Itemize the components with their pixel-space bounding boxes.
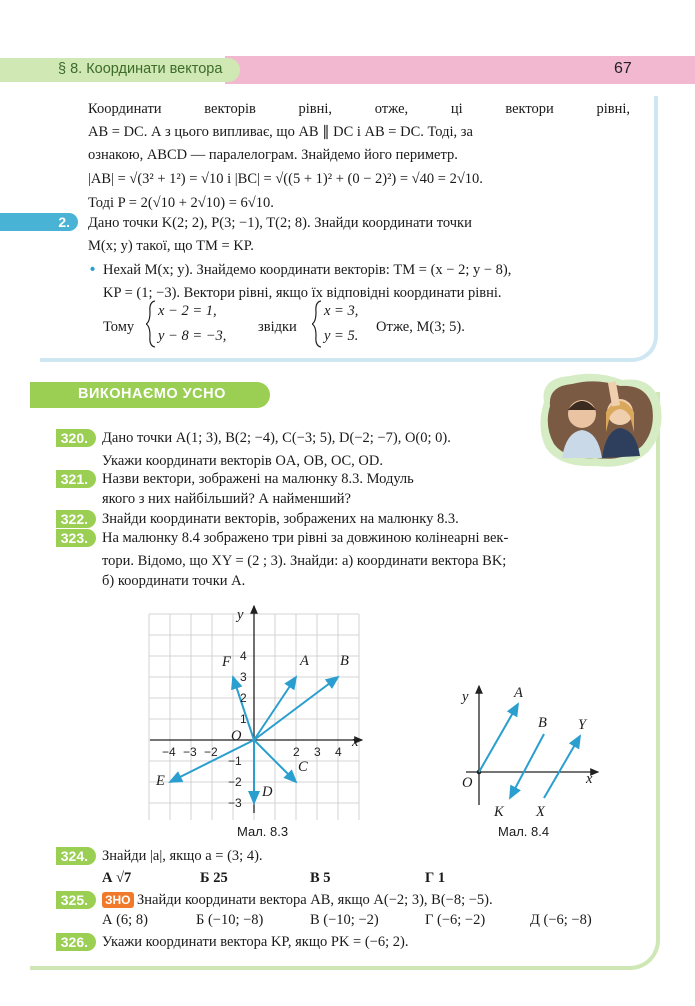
answer-option[interactable]: А √7 xyxy=(102,870,132,886)
answer-option[interactable]: Б (−10; −8) xyxy=(196,912,264,928)
task-number-badge: 325. xyxy=(56,891,96,909)
y-tick-label: 3 xyxy=(240,670,247,684)
fig83-label-D: D xyxy=(262,784,273,800)
answer-option[interactable]: Б 25 xyxy=(200,870,228,886)
fig84-origin: O xyxy=(462,775,473,791)
fig83-y-label: y xyxy=(237,607,244,623)
fig84-y-label: y xyxy=(462,689,469,705)
task322-line-1: Знайди координати векторів, зображених на малюнку 8.3. xyxy=(102,511,459,527)
fig84-label-X: X xyxy=(536,804,545,820)
system1-eq1: x − 2 = 1, xyxy=(158,303,217,319)
example-line-1: Координати векторів рівні, отже, ці вектори рівні, xyxy=(88,101,630,117)
solution-tomu: Тому xyxy=(103,319,135,335)
y-tick-label: −2 xyxy=(228,775,242,789)
task2-line-1: Дано точки K(2; 2), P(3; −1), T(2; 8). Знайди координати точки xyxy=(88,215,472,231)
answer-option[interactable]: Д (−6; −8) xyxy=(530,912,592,928)
example-line-5: Тоді P = 2(√10 + 2√10) = 6√10. xyxy=(88,195,274,211)
fig83-label-A: A xyxy=(300,653,309,669)
system2-eq1: x = 3, xyxy=(324,303,359,319)
task2-line-2: M(x; y) такої, що TM = KP. xyxy=(88,238,254,254)
fig84-label-K: K xyxy=(494,804,504,820)
y-tick-label: 2 xyxy=(240,691,247,705)
fig84-caption: Мал. 8.4 xyxy=(498,824,550,839)
system-brace-icon xyxy=(146,300,156,348)
fig84-label-A: A xyxy=(514,685,523,701)
task-number-badge: 324. xyxy=(56,847,96,865)
solution-answer: Отже, M(3; 5). xyxy=(376,319,465,335)
figure-8-3 xyxy=(140,598,370,820)
task321-line-2: якого з них найбільший? А найменший? xyxy=(102,491,351,507)
example-line-2: AB = DC. А з цього випливає, що AB ∥ DC і AB = DC. Тоді, за xyxy=(88,124,473,140)
fig83-origin: O xyxy=(231,728,242,744)
task320-line-2: Укажи координати векторів OA, OB, OC, OD. xyxy=(102,453,383,469)
fig83-label-C: C xyxy=(298,759,308,775)
fig83-label-E: E xyxy=(156,773,165,789)
task-number-badge: 321. xyxy=(56,470,96,488)
task323-line-3: б) координати точки A. xyxy=(102,573,246,589)
task323-line-2: тори. Відомо, що XY = (2 ; 3). Знайди: а) координати вектора BK; xyxy=(102,553,507,569)
task-number-badge: 322. xyxy=(56,510,96,528)
fig84-label-B: B xyxy=(538,715,547,731)
fig83-label-B: B xyxy=(340,653,349,669)
section-title: § 8. Координати вектора xyxy=(58,61,223,77)
example-line-3: ознакою, ABCD — паралелограм. Знайдемо його периметр. xyxy=(88,147,458,163)
task-number-badge: 2. xyxy=(0,213,78,231)
fig83-caption: Мал. 8.3 xyxy=(237,824,289,839)
task-number-badge: 320. xyxy=(56,429,96,447)
bullet-icon: • xyxy=(90,262,96,278)
system1-eq2: y − 8 = −3, xyxy=(158,328,227,344)
task323-line-1: На малюнку 8.4 зображено три рівні за довжиною колінеарні век- xyxy=(102,530,509,546)
solution-zvidky: звідки xyxy=(258,319,297,335)
system2-eq2: y = 5. xyxy=(324,328,359,344)
task320-line-1: Дано точки A(1; 3), B(2; −4), C(−3; 5), D(−2; −7), O(0; 0). xyxy=(102,430,451,446)
answer-option[interactable]: А (6; 8) xyxy=(102,912,148,928)
example-line-4: |AB| = √(3² + 1²) = √10 і |BC| = √((5 + 1)² + (0 − 2)²) = √40 = 2√10. xyxy=(88,171,483,187)
system-brace-icon xyxy=(312,300,322,348)
task-number-badge: 326. xyxy=(56,933,96,951)
students-photo xyxy=(536,372,664,470)
figure-8-4 xyxy=(452,680,602,810)
x-tick-label: −3 xyxy=(183,745,197,759)
task326-text: Укажи координати вектора KP, якщо PK = (−6; 2). xyxy=(102,934,409,950)
answer-option[interactable]: В (−10; −2) xyxy=(310,912,379,928)
fig84-label-Y: Y xyxy=(578,717,587,733)
x-tick-label: −4 xyxy=(162,745,176,759)
answer-option[interactable]: Г 1 xyxy=(425,870,446,886)
y-tick-label: −3 xyxy=(228,796,242,810)
fig84-x-label: x xyxy=(586,771,593,787)
x-tick-label: 3 xyxy=(314,745,321,759)
section-banner-title: ВИКОНАЄМО УСНО xyxy=(78,386,226,402)
x-tick-label: 4 xyxy=(335,745,342,759)
x-tick-label: −2 xyxy=(204,745,218,759)
x-tick-label: 2 xyxy=(293,745,300,759)
task324-text: Знайди |a|, якщо a = (3; 4). xyxy=(102,848,263,864)
answer-option[interactable]: В 5 xyxy=(310,870,331,886)
task325-text: Знайди координати вектора AB, якщо A(−2; 3), B(−8; −5). xyxy=(137,892,493,908)
fig83-label-F: F xyxy=(222,654,231,670)
task-number-badge: 323. xyxy=(56,529,96,547)
answer-option[interactable]: Г (−6; −2) xyxy=(425,912,486,928)
y-tick-label: −1 xyxy=(228,754,242,768)
solution-line-2: KP = (1; −3). Вектори рівні, якщо їх відповідні координати рівні. xyxy=(103,285,502,301)
fig83-x-label: x xyxy=(352,734,359,750)
solution-line-1: Нехай M(x; y). Знайдемо координати векторів: TM = (x − 2; y − 8), xyxy=(103,262,512,278)
task321-line-1: Назви вектори, зображені на малюнку 8.3. Модуль xyxy=(102,471,414,487)
page-number: 67 xyxy=(614,60,632,77)
y-tick-label: 1 xyxy=(240,712,247,726)
y-tick-label: 4 xyxy=(240,649,247,663)
zno-badge: ЗНО xyxy=(102,892,134,908)
